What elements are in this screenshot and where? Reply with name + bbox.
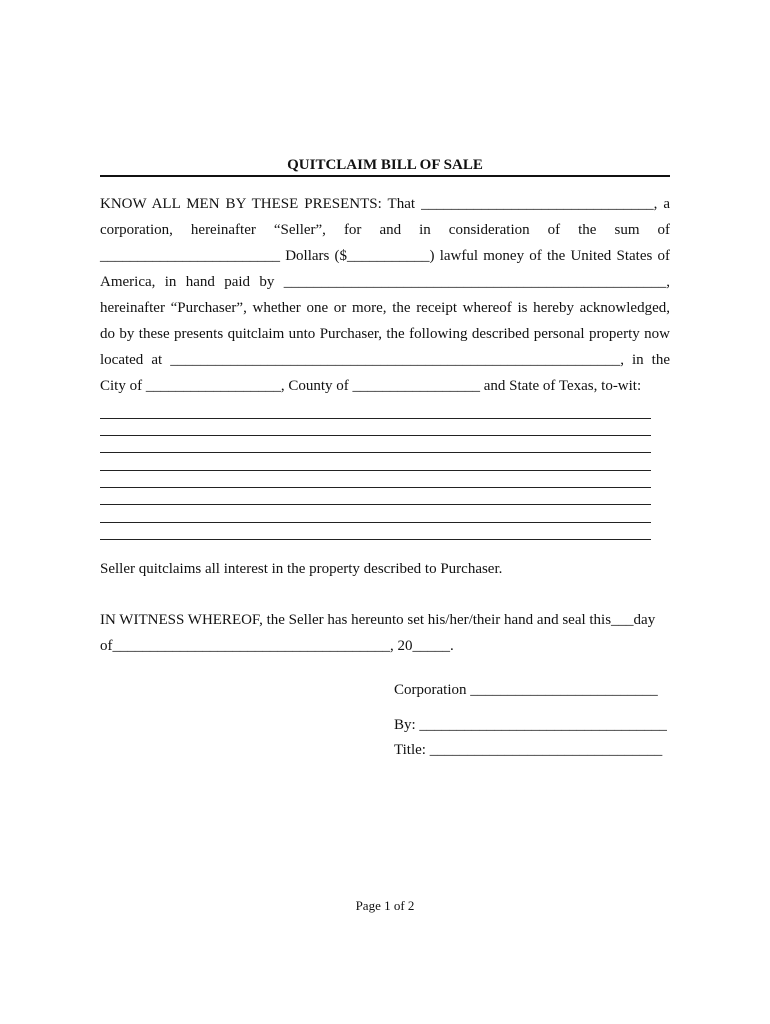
property-description-line	[100, 539, 651, 540]
intro-line: City of __________________, County of _________________ and State of Texas, to-wit:	[100, 378, 642, 394]
signature-corporation: Corporation _________________________	[394, 682, 658, 698]
intro-line: located at ____________________________________________________________, in the	[100, 352, 670, 368]
intro-line: America, in hand paid by ___________________________________________________,	[100, 274, 670, 290]
intro-line: do by these presents quitclaim unto Purchaser, the following described personal property now	[100, 326, 670, 342]
witness-clause-line-2: of_____________________________________, 20_____.	[100, 638, 454, 654]
page-number: Page 1 of 2	[355, 898, 415, 913]
title-underline	[100, 175, 670, 177]
property-description-line	[100, 452, 651, 453]
property-description-line	[100, 418, 651, 419]
property-description-line	[100, 522, 651, 523]
intro-line: KNOW ALL MEN BY THESE PRESENTS: That _______________________________, a	[100, 196, 670, 212]
quitclaim-statement: Seller quitclaims all interest in the property described to Purchaser.	[100, 561, 503, 577]
property-description-line	[100, 504, 651, 505]
signature-title: Title: _______________________________	[394, 742, 663, 758]
intro-paragraph	[100, 191, 670, 399]
intro-line: corporation, hereinafter “Seller”, for and in consideration of the sum of	[100, 222, 670, 238]
intro-line: hereinafter “Purchaser”, whether one or more, the receipt whereof is hereby acknowledged,	[100, 300, 670, 316]
witness-clause-line-1: IN WITNESS WHEREOF, the Seller has hereunto set his/her/their hand and seal this___day	[100, 612, 656, 628]
intro-line: ________________________ Dollars ($___________) lawful money of the United States of	[100, 248, 670, 264]
property-description-line	[100, 470, 651, 471]
document-title: QUITCLAIM BILL OF SALE	[287, 157, 483, 173]
property-description-line	[100, 487, 651, 488]
property-description-line	[100, 435, 651, 436]
signature-by: By: _________________________________	[394, 717, 667, 733]
